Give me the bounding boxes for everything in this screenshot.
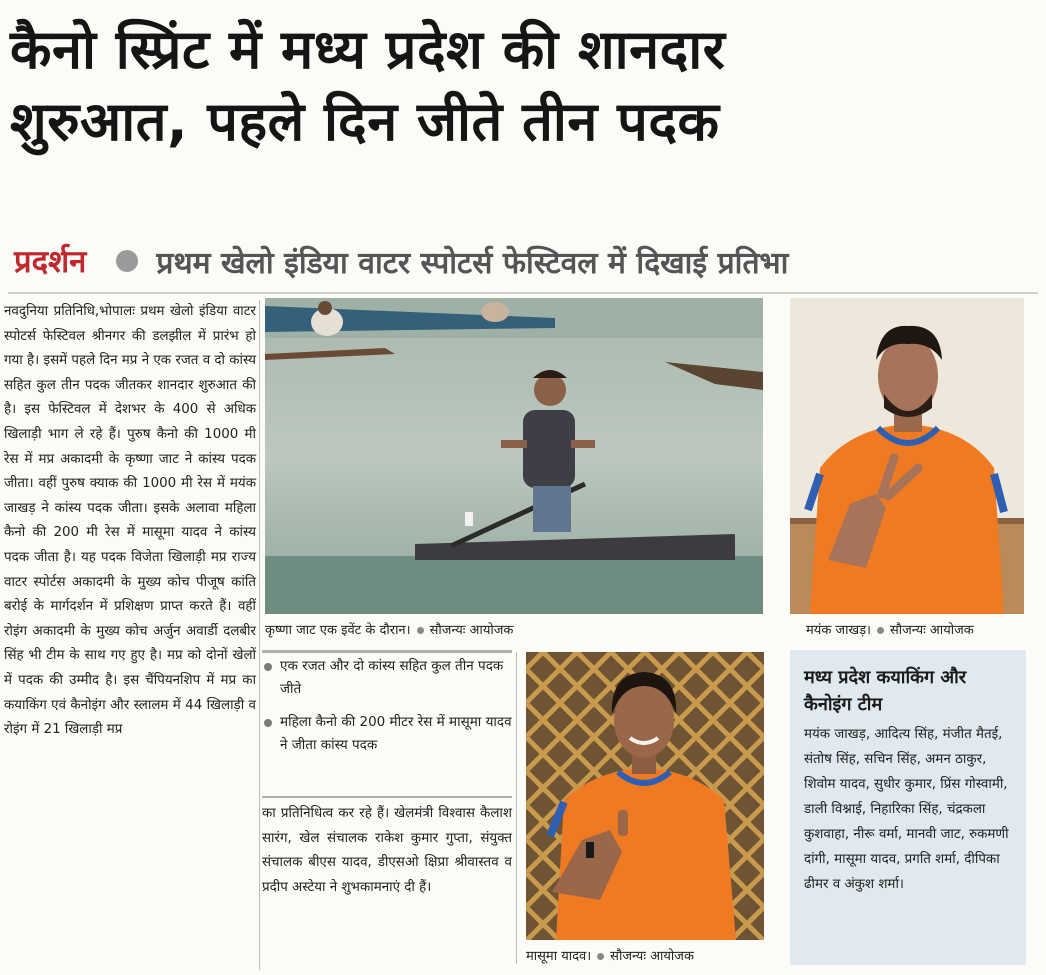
highlights [262, 655, 512, 767]
highlight-item: एक रजत और दो कांस्य सहित कुल तीन पदक जीते [262, 655, 512, 701]
team-title: मध्य प्रदेश कयाकिंग और कैनोइंग टीम [804, 667, 967, 715]
mayank-photo [790, 298, 1024, 614]
article-column-1: नवदुनिया प्रतिनिधि,भोपालः प्रथम खेलो इंडिया वाटर स्पोटर्स फेस्टिवल श्रीनगर की डलझील में प्रारंभ हो गया है। इसमें पहले दिन मप्र ने एक रजत व दो कांस्य सहित कुल तीन पदक जीतकर शानदार शुरुआत की है। इस फेस्टिवल में देशभर के 400 से अधिक खिलाड़ी भाग ले रहे हैं। पुरुष कैनो की 1000 मी रेस में मप्र अकादमी के कृष्णा जाट ने कांस्य पदक जीता। वहीं पुरुष क्याक की 1000 मी रेस में मयंक जाखड़ ने कांस्य पदक जीता। इसके अलावा महिला कैनो की 200 मी रेस में मासूमा यादव ने कांस्य पदक जीता है। यह पदक विजेता खिलाड़ी मप्र राज्य वाटर स्पोर्टस अकादमी के मुख्य कोच पीजूष कांति बरोई के मार्गदर्शन में प्रशिक्षण प्राप्त करते हैं। वहीं रोइंग अकादमी के मुख्य कोच अर्जुन अवार्डी दलबीर सिंह भी टीम के साथ गए हुए है। मप्र को दोनों खेलों में पदक की उम्मीद है। इस चैंपियनशिप में मप्र का कयाकिंग एवं कैनोइंग और स्लालम में 44 खिलाड़ी व रोइंग में 21 खिलाड़ी मप्र [4, 304, 256, 738]
article-column-2: का प्रतिनिधित्व कर रहे हैं। खेलमंत्री विश्वास कैलाश सारंग, खेल संचालक राकेश कुमार गुप्ता, संयुक्त संचालक बीएस यादव, डीएसओ क्षिप्रा श्रीवास्तव व प्रदीप अस्टेया ने शुभकामनाएं दी हैं। [262, 806, 512, 895]
bullet-icon [116, 250, 138, 272]
caption-credit: सौजन्यः आयोजक [889, 623, 974, 638]
column-divider [516, 652, 517, 964]
bullet-icon [417, 627, 424, 634]
headline-line-1: कैनो स्प्रिंट में मध्य प्रदेश की शानदार [10, 18, 726, 81]
masuma-caption [526, 946, 694, 964]
column-divider [259, 300, 260, 970]
mayank-caption [806, 620, 974, 638]
divider [8, 292, 1038, 294]
kicker-text: प्रथम खेलो इंडिया वाटर स्पोटर्स फेस्टिवल में दिखाई प्रतिभा [156, 245, 789, 281]
masuma-photo [526, 652, 764, 940]
caption-name: मासूमा यादव। [526, 949, 592, 964]
headline-line-2: शुरुआत, पहले दिन जीते तीन पदक [10, 90, 720, 153]
highlight-item: महिला कैनो की 200 मीटर रेस में मासूमा यादव ने जीता कांस्य पदक [262, 711, 512, 757]
caption-credit: सौजन्यः आयोजक [429, 623, 514, 638]
caption-credit: सौजन्यः आयोजक [610, 949, 694, 964]
bullet-icon [597, 953, 604, 960]
kicker [14, 236, 788, 286]
highlight-top-rule [262, 650, 512, 653]
headline [10, 14, 1040, 158]
canoe-photo [265, 298, 763, 614]
caption-name: मयंक जाखड़। [806, 623, 871, 638]
bullet-icon [877, 627, 884, 634]
team-members: मयंक जाखड़, आदित्य सिंह, मंजीत मैतई, संतोष सिंह, सचिन सिंह, अमन ठाकुर, शिवोम यादव, सुधीर कुमार, प्रिंस गोस्वामी, डाली विश्नाई, निहारिका सिंह, चंद्रकला कुशवाहा, नीरू वर्मा, मानवी जाट, रुकमणी दांगी, मासूमा यादव, प्रगति शर्मा, दीपिका ढीमर व अंकुश शर्मा। [804, 727, 1009, 892]
caption-name: कृष्णा जाट एक इवेंट के दौरान। [265, 623, 411, 638]
canoe-caption [265, 620, 513, 638]
kicker-label: प्रदर्शन [14, 244, 87, 280]
highlight-bottom-rule [262, 796, 512, 798]
